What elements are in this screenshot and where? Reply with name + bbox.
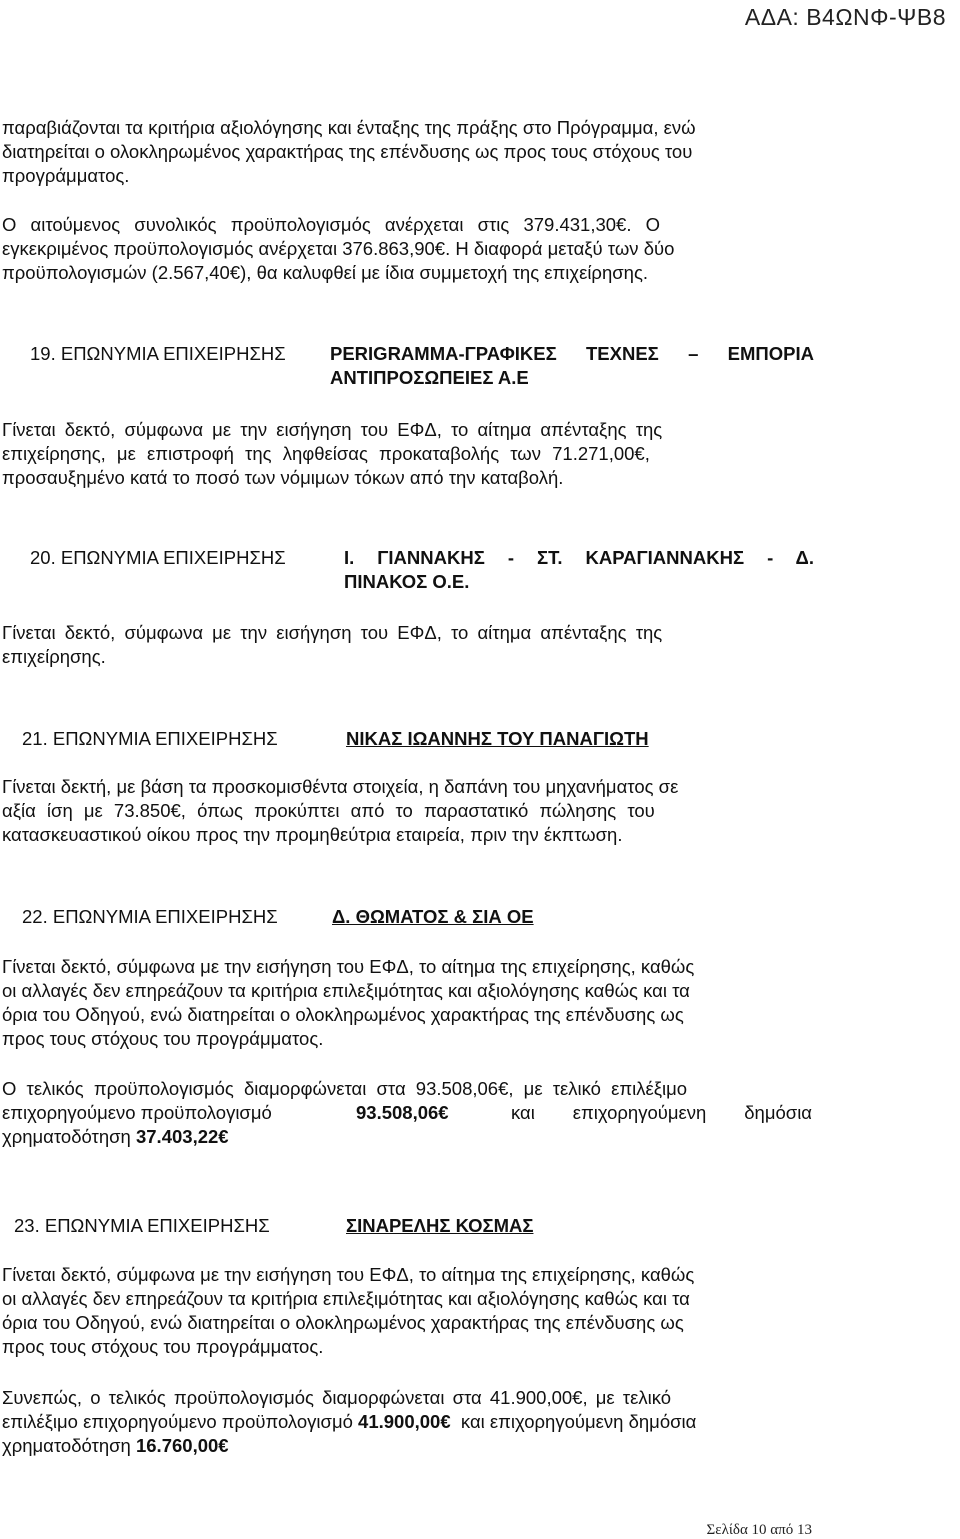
entry-label: 20. ΕΠΩΝΥΜΙΑ ΕΠΙΧΕΙΡΗΣΗΣ	[30, 547, 286, 568]
text-line: όρια του Οδηγού, ενώ διατηρείται ο ολοκληρωμένος χαρακτήρας της επένδυσης ως	[2, 1312, 684, 1333]
text-line: Γίνεται δεκτό, σύμφωνα με την εισήγηση του ΕΦΔ, το αίτημα απένταξης της	[2, 419, 663, 440]
text-line: Ο τελικός προϋπολογισμός διαμορφώνεται στα 93.508,06€, με τελικό επιλέξιμο	[2, 1078, 688, 1099]
eligible-budget-amount: 41.900,00€	[358, 1411, 451, 1432]
page-number: Σελίδα 10 από 13	[706, 1522, 812, 1538]
text-line: διατηρείται ο ολοκληρωμένος χαρακτήρας της επένδυσης ως προς τους στόχους του	[2, 141, 693, 162]
text-line: Γίνεται δεκτό, σύμφωνα με την εισήγηση του ΕΦΔ, το αίτημα απένταξης της	[2, 622, 663, 643]
entry-23-heading	[0, 1214, 960, 1240]
entry-21-text	[2, 775, 812, 847]
company-name: Ι. ΓΙΑΝΝΑΚΗΣ - ΣΤ. ΚΑΡΑΓΙΑΝΝΑΚΗΣ - Δ. ΠΙΝΑΚΟΣ Ο.Ε.	[344, 547, 814, 592]
text-line: επιχείρησης, με επιστροφή της ληφθείσας προκαταβολής των 71.271,00€,	[2, 443, 650, 464]
text-line: επιχείρησης.	[2, 646, 106, 667]
text-line: προς τους στόχους του προγράμματος.	[2, 1028, 324, 1049]
company-name: PERIGRAMMA-ΓΡΑΦΙΚΕΣ ΤΕΧΝΕΣ – ΕΜΠΟΡΙΑ ΑΝΤΙΠΡΟΣΩΠΕΙΕΣ Α.Ε	[330, 343, 814, 388]
company-name: ΣΙΝΑΡΕΛΗΣ ΚΟΣΜΑΣ	[346, 1215, 534, 1236]
text-line: επιλέξιμο επιχορηγούμενο προϋπολογισμό 41.900,00€ και επιχορηγούμενη δημόσια	[2, 1411, 697, 1432]
text-line: προς τους στόχους του προγράμματος.	[2, 1336, 324, 1357]
intro-paragraph-2	[2, 213, 812, 285]
company-name: ΝΙΚΑΣ ΙΩΑΝΝΗΣ ΤΟΥ ΠΑΝΑΓΙΩΤΗ	[346, 728, 649, 749]
text-line: προγράμματος.	[2, 165, 130, 186]
text-line: οι αλλαγές δεν επηρεάζουν τα κριτήρια επιλεξιμότητας και αξιολόγησης καθώς και τα	[2, 1288, 690, 1309]
entry-label: 21. ΕΠΩΝΥΜΙΑ ΕΠΙΧΕΙΡΗΣΗΣ	[22, 728, 278, 749]
entry-label: 22. ΕΠΩΝΥΜΙΑ ΕΠΙΧΕΙΡΗΣΗΣ	[22, 906, 278, 927]
text-line: προϋπολογισμών (2.567,40€), θα καλυφθεί με ίδια συμμετοχή της επιχείρησης.	[2, 262, 649, 283]
text-line: Γίνεται δεκτό, σύμφωνα με την εισήγηση του ΕΦΔ, το αίτημα της επιχείρησης, καθώς	[2, 1264, 695, 1285]
document-code: ΑΔΑ: Β4ΩΝΦ-ΨΒ8	[744, 4, 946, 30]
entry-19-text	[2, 418, 812, 490]
eligible-budget-amount: 93.508,06€	[356, 1102, 449, 1123]
text-line: αξία ίση με 73.850€, όπως προκύπτει από το παραστατικό πώλησης του	[2, 800, 655, 821]
text-line: Γίνεται δεκτή, με βάση τα προσκομισθέντα στοιχεία, η δαπάνη του μηχανήματος σε	[2, 776, 679, 797]
text-line: κατασκευαστικού οίκου προς την προμηθεύτρια εταιρεία, πριν την έκπτωση.	[2, 824, 623, 845]
text-line: χρηματοδότηση 16.760,00€	[2, 1435, 229, 1456]
text-line: εγκεκριμένος προϋπολογισμός ανέρχεται 376.863,90€. Η διαφορά μεταξύ των δύο	[2, 238, 675, 259]
text-line: όρια του Οδηγού, ενώ διατηρείται ο ολοκληρωμένος χαρακτήρας της επένδυσης ως	[2, 1004, 684, 1025]
text-line: χρηματοδότηση 37.403,22€	[2, 1126, 229, 1147]
entry-22-heading	[0, 905, 960, 931]
entry-23-text	[2, 1263, 812, 1359]
entry-22-text	[2, 955, 812, 1051]
intro-paragraph-1	[2, 116, 812, 188]
entry-20-heading	[0, 546, 960, 596]
text-line: προσαυξημένο κατά το ποσό των νόμιμων τόκων από την καταβολή.	[2, 467, 564, 488]
text-line: παραβιάζονται τα κριτήρια αξιολόγησης και ένταξης της πράξης στο Πρόγραμμα, ενώ	[2, 117, 696, 138]
entry-19-heading	[0, 342, 960, 392]
entry-label: 23. ΕΠΩΝΥΜΙΑ ΕΠΙΧΕΙΡΗΣΗΣ	[14, 1215, 270, 1236]
text-line: Ο αιτούμενος συνολικός προϋπολογισμός ανέρχεται στις 379.431,30€. Ο	[2, 214, 661, 235]
entry-20-text	[2, 621, 812, 669]
public-funding-amount: 16.760,00€	[135, 1435, 229, 1456]
entry-21-heading	[0, 727, 960, 753]
text-line: Συνεπώς, ο τελικός προϋπολογισμός διαμορφώνεται στα 41.900,00€, με τελικό	[2, 1387, 672, 1408]
entry-23-budget	[2, 1386, 812, 1458]
text-line: Γίνεται δεκτό, σύμφωνα με την εισήγηση του ΕΦΔ, το αίτημα της επιχείρησης, καθώς	[2, 956, 695, 977]
entry-label: 19. ΕΠΩΝΥΜΙΑ ΕΠΙΧΕΙΡΗΣΗΣ	[30, 343, 286, 364]
text-line: επιχορηγούμενο προϋπολογισμό 93.508,06€ και επιχορηγούμενη δημόσια	[2, 1102, 812, 1123]
entry-22-budget	[2, 1077, 812, 1149]
public-funding-amount: 37.403,22€	[135, 1126, 229, 1147]
text-line: οι αλλαγές δεν επηρεάζουν τα κριτήρια επιλεξιμότητας και αξιολόγησης καθώς και τα	[2, 980, 690, 1001]
company-name: Δ. ΘΩΜΑΤΟΣ & ΣΙΑ ΟΕ	[332, 906, 534, 927]
